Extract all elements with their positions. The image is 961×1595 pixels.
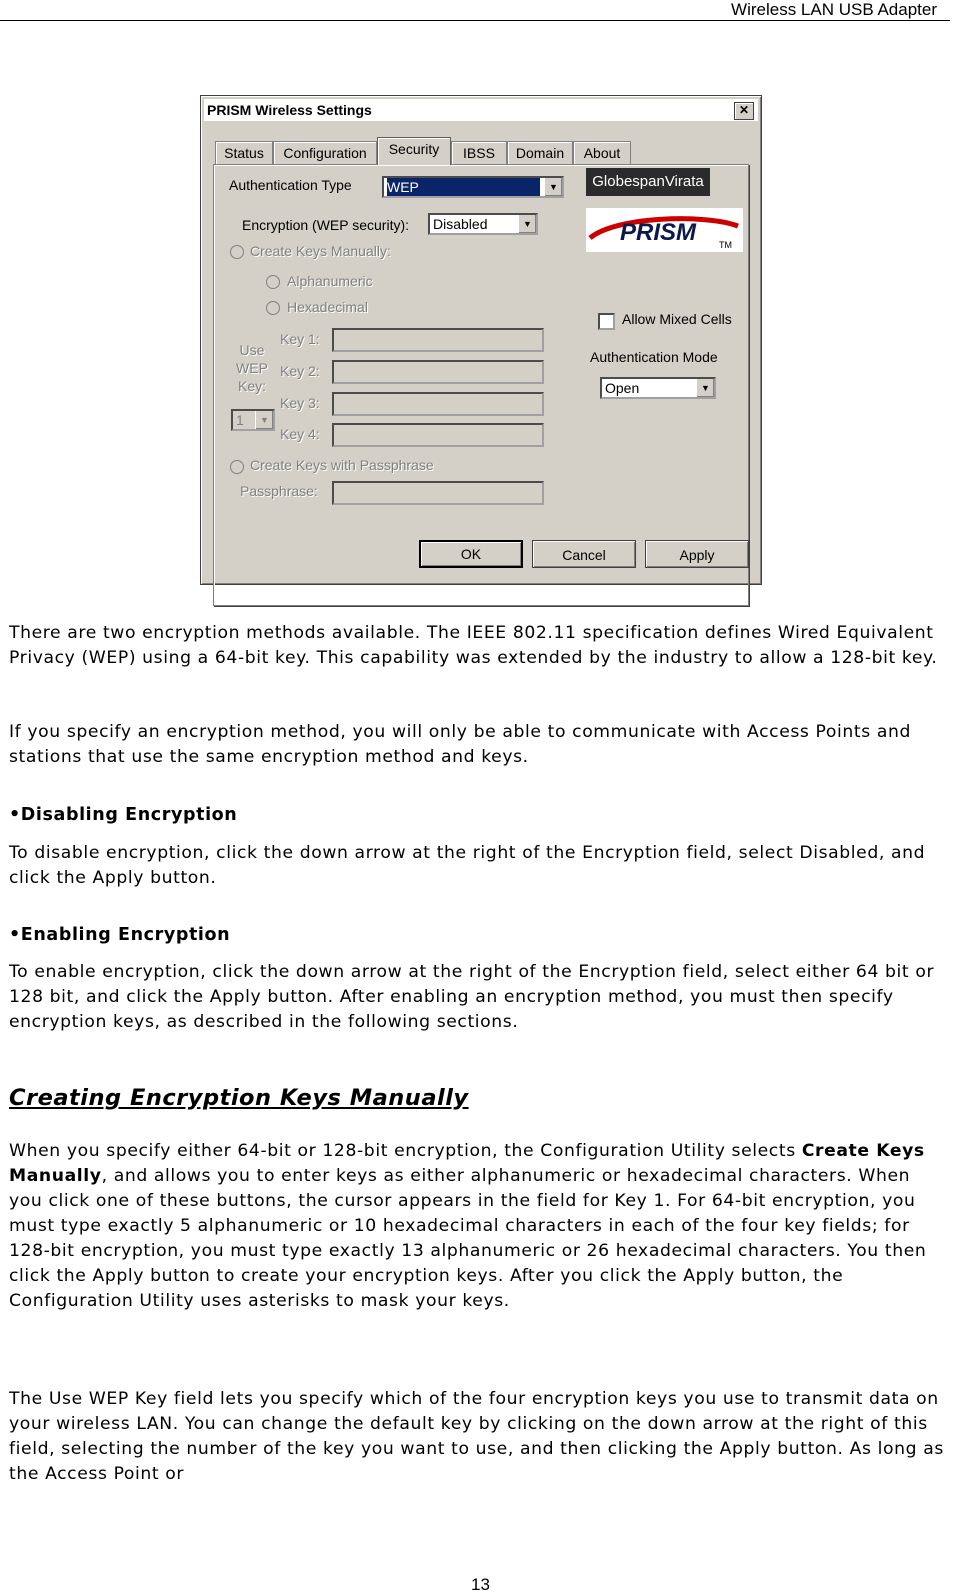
disabling-heading	[9, 805, 237, 825]
tab-ibss[interactable]: IBSS	[451, 141, 507, 164]
use-wep-key-select[interactable]	[231, 409, 275, 431]
bullet: •	[9, 925, 21, 945]
encryption-value: Disabled	[433, 216, 488, 232]
create-keys-passphrase-radio[interactable]	[230, 460, 244, 474]
tab-configuration[interactable]: Configuration	[273, 141, 377, 164]
key1-label: Key 1:	[280, 331, 320, 347]
key3-label: Key 3:	[280, 395, 320, 411]
ok-button[interactable]: OK	[419, 540, 523, 568]
compatibility-paragraph: If you specify an encryption method, you will only be able to communicate with Access Points and stations that use the same encryption method and keys.	[9, 722, 911, 767]
dialog-title: PRISM Wireless Settings	[207, 102, 372, 118]
tab-security[interactable]: Security	[377, 137, 451, 165]
disabling-title: Disabling Encryption	[20, 805, 238, 825]
auth-type-label: Authentication Type	[229, 177, 352, 193]
use-wep-key-label: Use WEP Key:	[236, 342, 268, 394]
auth-mode-select[interactable]	[600, 377, 716, 399]
use-wep-key-paragraph: The Use WEP Key field lets you specify which of the four encryption keys you use to transmit data on your wireless LAN. You can change the default key by clicking on the down arrow at the right of this field, selecting the number of the key you want to use, and then clicking the Apply button. As long as the Access Point or	[9, 1389, 944, 1484]
prism-logo-graphic	[586, 208, 743, 252]
key4-input[interactable]	[332, 423, 544, 447]
running-header: Wireless LAN USB Adapter	[731, 0, 937, 19]
passphrase-input[interactable]	[332, 481, 544, 505]
passphrase-label: Passphrase:	[240, 483, 318, 499]
key3-input[interactable]	[332, 392, 544, 416]
encryption-select[interactable]	[428, 213, 538, 235]
intro-paragraph: There are two encryption methods available. The IEEE 802.11 specification defines Wired Equivalent Privacy (WEP) using a 64-bit key. This capability was extended by the industry to allow a 128-bit key.	[9, 623, 938, 668]
use-wep-key-value: 1	[236, 412, 244, 428]
chevron-down-icon: ▼	[544, 178, 562, 196]
auth-mode-value: Open	[605, 380, 640, 396]
create-keys-manually-label: Create Keys Manually:	[250, 243, 391, 259]
close-button[interactable]: ✕	[734, 102, 754, 120]
key2-label: Key 2:	[280, 363, 320, 379]
bullet: •	[9, 805, 21, 825]
key4-label: Key 4:	[280, 426, 320, 442]
enabling-paragraph: To enable encryption, click the down arrow at the right of the Encryption field, select either 64 bit or 128 bit, and click the Apply button. After enabling an encryption method, you must then specify encryption keys, as described in the following sections.	[9, 962, 935, 1032]
disabling-paragraph: To disable encryption, click the down arrow at the right of the Encryption field, select Disabled, and click the Apply button.	[9, 843, 926, 888]
enabling-title: Enabling Encryption	[20, 925, 231, 945]
enabling-heading	[9, 925, 230, 945]
section-title: Creating Encryption Keys Manually	[9, 1085, 469, 1111]
chevron-down-icon: ▼	[696, 379, 714, 397]
header-rule	[0, 20, 950, 21]
prism-wordmark: PRISM	[620, 219, 697, 246]
alphanumeric-label: Alphanumeric	[287, 273, 373, 289]
hexadecimal-radio[interactable]	[266, 301, 280, 315]
chevron-down-icon: ▼	[255, 411, 273, 429]
hexadecimal-label: Hexadecimal	[287, 299, 368, 315]
tab-about[interactable]: About	[573, 141, 631, 164]
chevron-down-icon: ▼	[518, 215, 536, 233]
allow-mixed-cells-checkbox[interactable]	[598, 313, 615, 330]
alphanumeric-radio[interactable]	[266, 275, 280, 289]
create-keys-passphrase-label: Create Keys with Passphrase	[250, 457, 434, 473]
manual-text-bold: Create Keys Manually	[9, 1141, 925, 1186]
auth-type-select[interactable]	[382, 176, 564, 198]
auth-type-value: WEP	[387, 178, 540, 196]
manual-keys-paragraph	[9, 1139, 949, 1314]
encryption-label: Encryption (WEP security):	[242, 217, 410, 233]
auth-mode-label: Authentication Mode	[590, 349, 718, 365]
key2-input[interactable]	[332, 360, 544, 384]
allow-mixed-cells-label: Allow Mixed Cells	[622, 311, 732, 327]
prism-logo	[586, 208, 743, 252]
tab-status[interactable]: Status	[215, 141, 273, 164]
apply-button[interactable]: Apply	[645, 540, 749, 568]
page-number: 13	[471, 1575, 490, 1594]
cancel-button[interactable]: Cancel	[532, 540, 636, 568]
dialog-titlebar	[204, 99, 758, 121]
create-keys-manually-radio[interactable]	[230, 245, 244, 259]
prism-tm: TM	[719, 240, 732, 250]
globespanvirata-logo: GlobespanVirata	[586, 168, 710, 196]
manual-text-b: , and allows you to enter keys as either alphanumeric or hexadecimal characters. When you click one of these buttons, the cursor appears in the field for Key 1. For 64-bit encryption, you must type exactly 5 alphanumeric or 10 hexadecimal characters in each of the four key fields; for 128-bit encryption, you must type exactly 13 alphanumeric or 26 hexadecimal characters. You then click the Apply button to create your encryption keys. After you click the Apply button, the Configuration Utility uses asterisks to mask your keys.	[9, 1166, 927, 1311]
key1-input[interactable]	[332, 328, 544, 352]
tab-domain[interactable]: Domain	[507, 141, 573, 164]
manual-text-a: When you specify either 64-bit or 128-bit encryption, the Configuration Utility selects	[9, 1141, 802, 1161]
